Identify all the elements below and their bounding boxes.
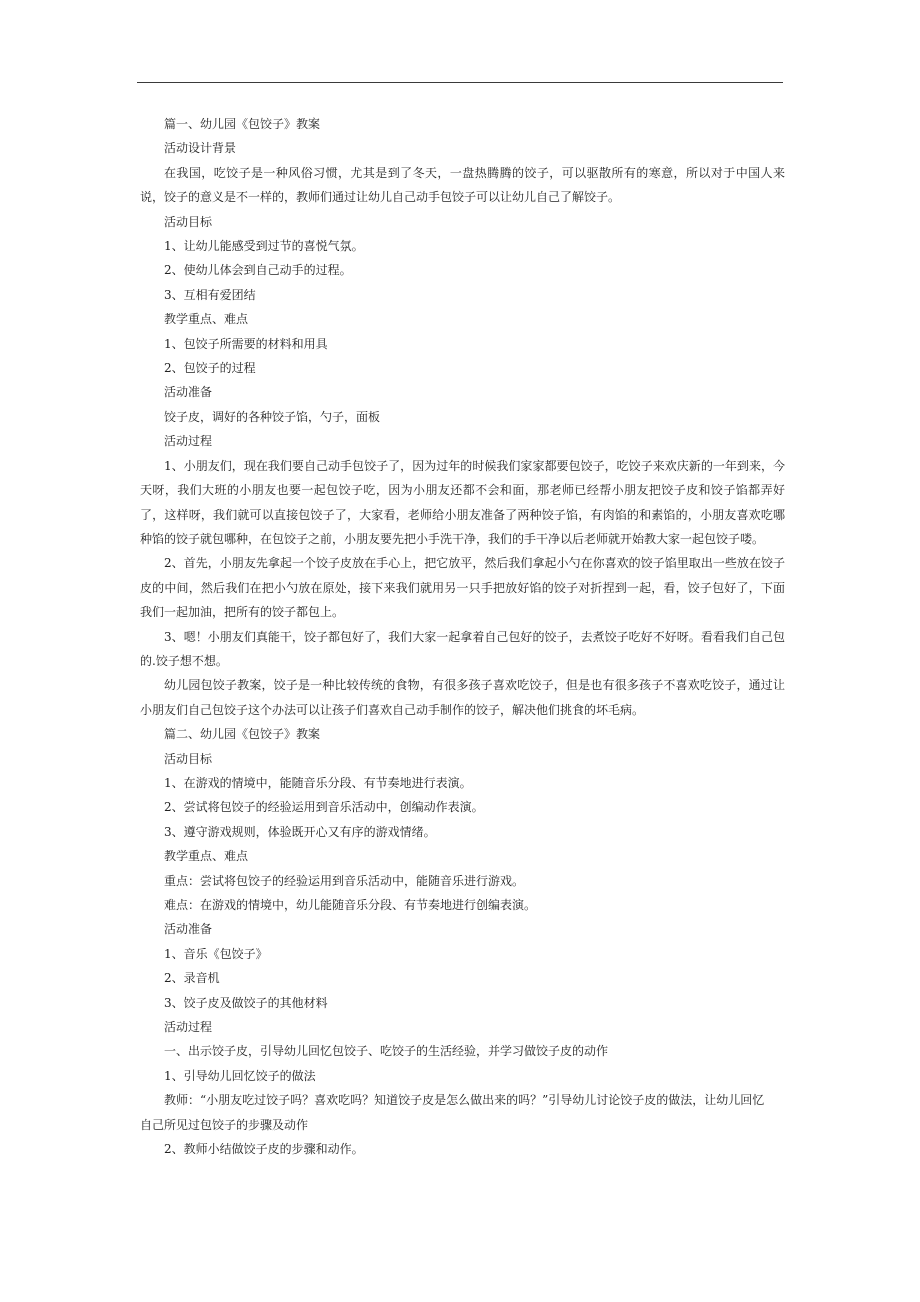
part1-summary-paragraph: 幼儿园包饺子教案，饺子是一种比较传统的食物，有很多孩子喜欢吃饺子，但是也有很多孩子不喜欢吃饺子，通过让小朋友们自己包饺子这个办法可以让孩子们喜欢自己动手制作的饺子，解决他们挑食的坏毛病。 [140,678,785,717]
part1-key-item: 1、包饺子所需要的材料和用具 [164,336,328,351]
part1-goal-item: 2、使幼儿体会到自己动手的过程。 [164,263,352,278]
part2-goal-heading: 活动目标 [164,751,213,766]
part2-teacher-dialog-line: 教师：“小朋友吃过饺子吗？喜欢吃吗？知道饺子皮是怎么做出来的吗？”引导幼儿讨论饺子皮的做法，让幼儿回忆 [164,1093,765,1108]
part2-key-item: 重点：尝试将包饺子的经验运用到音乐活动中，能随音乐进行游戏。 [164,873,525,888]
part1-process-step: 3、嗯！小朋友们真能干，饺子都包好了，我们大家一起拿着自己包好的饺子，去煮饺子吃好不好呀。看看我们自己包的.饺子想不想。 [140,629,785,668]
header-rule [137,82,783,83]
part2-prep-item: 2、录音机 [164,971,220,986]
part2-goal-item: 2、尝试将包饺子的经验运用到音乐活动中，创编动作表演。 [164,800,484,815]
part2-title: 篇二、幼儿园《包饺子》教案 [164,727,321,742]
part2-key-heading: 教学重点、难点 [164,849,249,864]
part2-step-1-2: 2、教师小结做饺子皮的步骤和动作。 [164,1142,364,1157]
part1-process-step: 1、小朋友们，现在我们要自己动手包饺子了，因为过年的时候我们家家都要包饺子，吃饺子来欢庆新的一年到来，今天呀，我们大班的小朋友也要一起包饺子吃，因为小朋友还都不会和面，那老师已经帮小朋友把饺子皮和饺子馅都弄好了，这样呀，我们就可以直接包饺子了，大家看，老师给小朋友准备了两种饺子馅，有肉馅的和素馅的，小朋友喜欢吃哪种馅的饺子就包哪种，在包饺子之前，小朋友要先把小手洗干净，我们的手干净以后老师就开始教大家一起包饺子喽。 [140,458,785,546]
part1-bg-heading: 活动设计背景 [164,141,237,156]
part1-prep-heading: 活动准备 [164,385,213,400]
part2-teacher-dialog-line: 自己所见过包饺子的步骤及动作 [140,1117,309,1132]
part1-key-item: 2、包饺子的过程 [164,361,256,376]
part1-bg-paragraph: 在我国，吃饺子是一种风俗习惯，尤其是到了冬天，一盘热腾腾的饺子，可以驱散所有的寒意，所以对于中国人来说，饺子的意义是不一样的，教师们通过让幼儿自己动手包饺子可以让幼儿自己了解饺子。 [140,165,785,205]
part2-process-heading: 活动过程 [164,1020,213,1035]
part2-goal-item: 3、遵守游戏规则，体验既开心又有序的游戏情绪。 [164,824,436,839]
part2-step-1-1: 1、引导幼儿回忆饺子的做法 [164,1068,316,1083]
part2-key-item: 难点：在游戏的情境中，幼儿能随音乐分段、有节奏地进行创编表演。 [164,898,537,912]
part1-key-heading: 教学重点、难点 [164,312,249,327]
part1-goal-item: 1、让幼儿能感受到过节的喜悦气氛。 [164,239,364,254]
part1-process-step: 2、首先，小朋友先拿起一个饺子皮放在手心上，把它放平，然后我们拿起小勺在你喜欢的饺子馅里取出一些放在饺子皮的中间，然后我们在把小勺放在原处，接下来我们就用另一只手把放好馅的饺子对折捏到一起，看，饺子包好了，下面我们一起加油，把所有的饺子都包上。 [140,556,785,620]
part1-goal-heading: 活动目标 [164,214,213,229]
part2-prep-heading: 活动准备 [164,922,213,937]
part1-title: 篇一、幼儿园《包饺子》教案 [164,117,321,131]
part2-step-1: 一、出示饺子皮，引导幼儿回忆包饺子、吃饺子的生活经验，并学习做饺子皮的动作 [164,1044,609,1059]
document-body [140,112,785,1161]
part1-process-heading: 活动过程 [164,434,213,449]
part2-goal-item: 1、在游戏的情境中，能随音乐分段、有节奏地进行表演。 [164,775,472,790]
part1-prep-text: 饺子皮，调好的各种饺子馅，勺子，面板 [164,409,381,424]
part2-prep-item: 1、音乐《包饺子》 [164,946,268,961]
part1-goal-item: 3、互相有爱团结 [164,287,256,302]
part2-prep-item: 3、饺子皮及做饺子的其他材料 [164,995,328,1010]
